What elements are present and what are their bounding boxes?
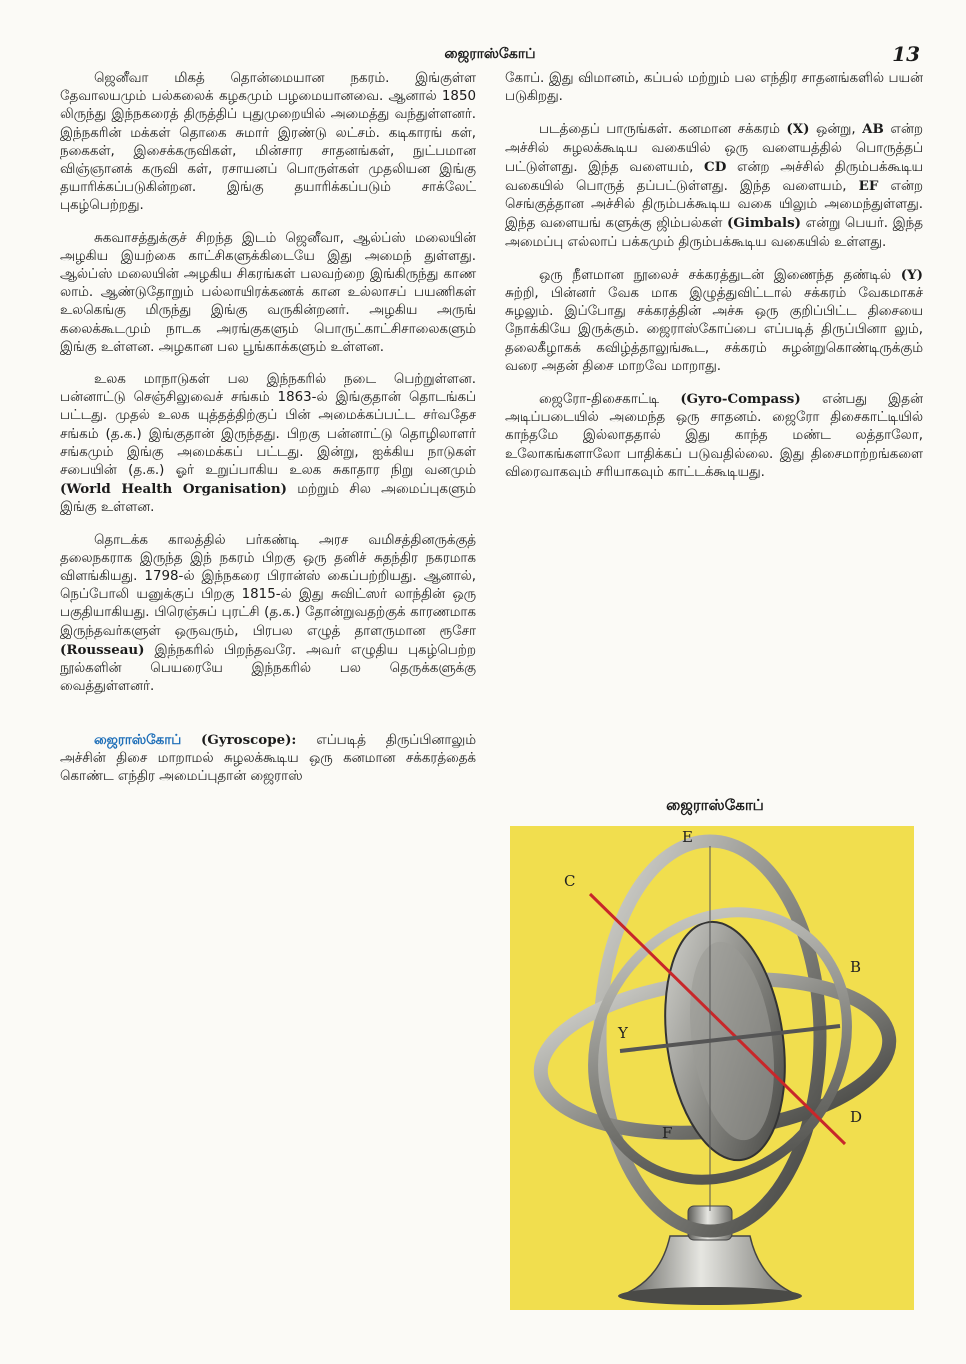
english-term: (Rousseau) xyxy=(60,641,145,658)
gyroscope-drawing xyxy=(510,826,914,1310)
text: என்ற அச்சில் திரும்பக்கூடிய வகையில் பொருத் தப்பட்டுள்ளது. இந்த வளையம், xyxy=(505,159,924,195)
paragraph-geneva-conferences xyxy=(60,371,476,518)
paragraph-geneva-history: ஜெனீவா மிகத் தொன்மையான நகரம். இங்குள்ள தேவாலயமும் பல்கலைக் கழகமும் பழமையானவை. ஆனால் 1850 லிருந்து இந்நகரைத் திருத்திப் புதுமுறையில் அமைத்து வந்துள்ளனர். இந்நகரின் மக்கள் தொகை சுமார் இரண்டு லட்சம். கடிகாரங் கள், நகைகள், இசைக்கருவிகள், மின்சார சாதனங்கள், நுட்பமான விஞ்ஞானக் கருவி கள், ரசாயனப் பொருள்கள் முதலியன இங்கு தயாரிக்கப்படுகின்றன. இங்கு தயாரிக்கப்படும் சாக்லேட் புகழ்பெற்றது. xyxy=(60,71,476,214)
text: ஒன்று, xyxy=(815,122,856,138)
paragraph-gyroscope-uses: கோப். இது விமானம், கப்பல் மற்றும் பல எந்திர சாதனங்களில் பயன் படுகிறது. xyxy=(505,71,923,105)
right-column xyxy=(505,70,923,496)
stand-foot xyxy=(618,1287,802,1305)
text: இந்நகரில் பிறந்தவரே. அவர் எழுதிய புகழ்பெற்ற நூல்களின் பெயரையே இந்நகரில் பல தெருக்களுக்கு வைத்துள்ளனர். xyxy=(60,642,476,695)
text: ஜைரோ-திசைகாட்டி xyxy=(539,392,660,408)
term-ef: EF xyxy=(858,178,879,195)
english-term: (World Health Organisation) xyxy=(60,481,287,498)
gyroscope-illustration xyxy=(510,826,914,1310)
paragraph-gyroscope-parts xyxy=(505,120,923,251)
term-ab: AB xyxy=(862,121,884,138)
paragraph-gyroscope-spin xyxy=(505,266,923,376)
term-x: (X) xyxy=(786,121,810,138)
text: சுற்றி, பின்னர் வேக மாக இழுத்துவிட்டால் சக்கரம் வேகமாகச் சுழலும். இப்போது சக்கரத்தின் அச்சு ஒரு குறிப்பிட்ட திசையை நோக்கியே இருக்கும். ஜைராஸ்கோப்பை எப்படித் திருப்பினா லும், தலைகீழாகக் கவிழ்த்தாலுங்கூட, சக்கரம் சுழன்றுகொண்டிருக்கும் வரை அதன் திசை மாறவே மாறாது. xyxy=(505,286,923,374)
page-number: 13 xyxy=(892,42,920,66)
label-d: D xyxy=(850,1108,863,1126)
label-y: Y xyxy=(618,1024,628,1042)
text: என்ற அச்சில் சுழலக்கூடிய வகையில் ஒரு வளையத்தில் பொருத்தப் பட்டுள்ளது. இந்த வளையம், xyxy=(505,122,923,175)
figure-title: ஜைராஸ்கோப் xyxy=(666,796,764,814)
text: படத்தைப் பாருங்கள். கனமான சக்கரம் xyxy=(539,122,780,138)
label-b: B xyxy=(850,958,862,976)
label-c: C xyxy=(564,872,576,890)
running-title: ஜைராஸ்கோப் xyxy=(444,46,536,62)
label-f: F xyxy=(662,1124,673,1142)
text: என்ற செங்குத்தான அச்சில் திரும்பக்கூடிய வகை யிலும் அமைந்துள்ளது. இந்த வளையங் களுக்கு ஜிம்பல்கள் xyxy=(505,179,923,232)
text: மற்றும் சில அமைப்புகளும் இங்கு உள்ளன. xyxy=(60,482,476,516)
paragraph-gyroscope-intro xyxy=(60,731,476,787)
text: என்பது இதன் அடிப்படையில் அமைந்த ஒரு சாதனம். ஜைரோ திசைகாட்டியில் காந்தமே இல்லாததால் இது காந்த மண்ட லத்தாலோ, உலோகங்களாலோ பாதிக்கப் படுவதில்லை. இது திசைமாற்றங்களை விரைவாகவும் சரியாகவும் காட்டக்கூடியது. xyxy=(505,392,924,480)
text: தொடக்க காலத்தில் பர்கண்டி அரச வமிசத்தினருக்குத் தலைநகராக இருந்த இந் நகரம் பிறகு ஒரு தனிச் சுதந்திர நகரமாக விளங்கியது. 1798-ல் இந்நகரை பிரான்ஸ் கைப்பற்றியது. ஆனால், நெப்போலி யனுக்குப் பிறகு 1815-ல் இது சுவிட்ஸர் லாந்தின் ஒரு பகுதியாகியது. பிரெஞ்சுப் புரட்சி (த.க.) தோன்றுவதற்குக் காரணமாக இருந்தவர்களுள் ஒருவரும், பிரபல எழுத் தாளருமான ரூசோ xyxy=(60,532,476,639)
english-term: (Gyroscope): xyxy=(201,731,297,748)
paragraph-gyro-compass xyxy=(505,390,923,482)
text: எப்படித் திருப்பினாலும் அச்சின் திசை மாறாமல் சுழலக்கூடிய ஒரு கனமான சக்கரத்தைக் கொண்ட எந்திர அமைப்புதான் ஜைராஸ் xyxy=(60,732,476,784)
label-e: E xyxy=(682,828,693,846)
paragraph-geneva-scenery: சுகவாசத்துக்குச் சிறந்த இடம் ஜெனீவா, ஆல்ப்ஸ் மலையின் அழகிய இயற்கை காட்சிகளுக்கிடையே இது அமைந் துள்ளது. ஆல்ப்ஸ் மலையின் அழகிய சிகரங்கள் பலவற்றை இங்கிருந்து காண லாம். ஆண்டுதோறும் பல்லாயிரக்கணக் கான உல்லாசப் பயணிகள் உலகெங்கு மிருந்து இங்கு வருகின்றனர். அழகிய அருங் கலைக்கூடமும் நாடக அரங்குகளும் பொருட்காட்சிசாலைகளும் இங்கு உள்ளன. அழகான பல பூங்காக்களும் உள்ளன. xyxy=(60,230,476,355)
english-term: (Gyro-Compass) xyxy=(680,391,801,408)
term-gimbals: (Gimbals) xyxy=(726,215,802,232)
entry-heading: ஜைராஸ்கோப் xyxy=(94,732,182,748)
page-header xyxy=(60,42,920,68)
text: உலக மாநாடுகள் பல இந்நகரில் நடை பெற்றுள்ளன. பன்னாட்டு செஞ்சிலுவைச் சங்கம் 1863-ல் இங்குதான் தொடங்கப் பட்டது. முதல் உலக யுத்தத்திற்குப் பின் அமைக்கப்பட்ட சர்வதேச சங்கம் (த.க.) இங்குதான் இருந்தது. பிறகு பன்னாட்டு தொழிலாளர் சங்கமும் இங்கு அமைக்கப் பட்டது. இன்று, ஐக்கிய நாடுகள் சபையின் (த.க.) ஓர் உறுப்பாகிய உலக சுகாதார நிறு வனமும் xyxy=(60,372,476,479)
left-column xyxy=(60,70,476,800)
text: என்று பெயர். இந்த அமைப்பு எல்லாப் பக்கமும் திரும்பக்கூடிய வகையில் உள்ளது. xyxy=(505,216,923,250)
term-y: (Y) xyxy=(900,266,923,283)
text: ஒரு நீளமான நூலைச் சக்கரத்துடன் இணைந்த தண்டில் xyxy=(539,267,892,283)
paragraph-geneva-past xyxy=(60,532,476,697)
term-cd: CD xyxy=(704,158,727,175)
